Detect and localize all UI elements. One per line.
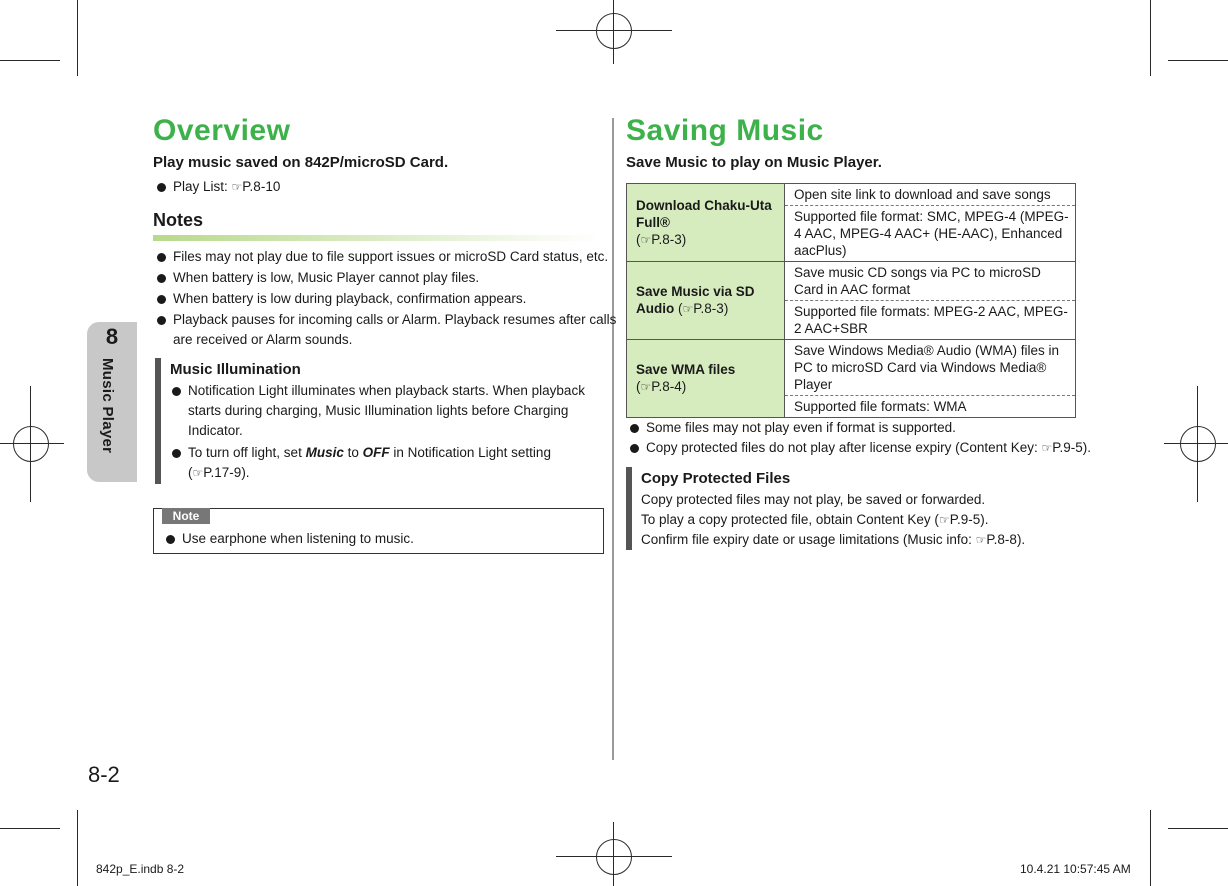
notes-item: When battery is low, Music Player cannot play files. <box>155 268 618 288</box>
illumination-item: To turn off light, set Music to OFF in Notification Light setting (☞P.17-9). <box>170 443 598 483</box>
registration-mark <box>596 13 632 49</box>
chapter-label: Music Player <box>99 358 116 454</box>
copy-protected-bar <box>626 467 632 550</box>
pointing-hand-icon: ☞ <box>682 302 694 316</box>
illumination-title: Music Illumination <box>170 361 301 378</box>
saving-subtitle: Save Music to play on Music Player. <box>626 154 882 171</box>
notes-rule <box>153 235 601 241</box>
chapter-tab <box>87 322 137 482</box>
table-row <box>627 184 1076 206</box>
registration-mark <box>596 839 632 875</box>
note-tag: Note <box>162 508 210 524</box>
table-cell: Save Windows Media® Audio (WMA) files in PC to microSD Card via Windows Media® Player <box>785 340 1076 396</box>
illumination-item: Notification Light illuminates when playback starts. When playback starts during charging, Music Illumination lights before Charging Indicator. <box>170 381 598 441</box>
illumination-ref[interactable]: P.17-9 <box>203 465 242 480</box>
copy-protected-title: Copy Protected Files <box>641 470 791 487</box>
notes-item: When battery is low during playback, confirmation appears. <box>155 289 618 309</box>
pointing-hand-icon: ☞ <box>975 533 987 547</box>
note-box <box>153 508 604 554</box>
table-cell: Supported file formats: WMA <box>785 396 1076 418</box>
table-row <box>627 340 1076 396</box>
note-item: Use earphone when listening to music. <box>164 529 602 549</box>
pointing-hand-icon: ☞ <box>231 180 243 194</box>
chapter-number: 8 <box>105 324 119 349</box>
footer-timestamp: 10.4.21 10:57:45 AM <box>1020 862 1131 876</box>
pointing-hand-icon: ☞ <box>938 513 950 527</box>
table-row <box>627 262 1076 301</box>
crop-mark <box>1150 810 1151 886</box>
row-ref[interactable]: P.8-3 <box>651 231 682 247</box>
column-divider <box>612 118 614 760</box>
notes-item: Playback pauses for incoming calls or Alarm. Playback resumes after calls are received or Alarm sounds. <box>155 310 618 350</box>
table-row-head: Save Music via SD Audio (☞P.8-3) <box>627 262 785 340</box>
pointing-hand-icon: ☞ <box>640 380 652 394</box>
saving-bullet: Some files may not play even if format is supported. <box>628 418 1116 438</box>
table-cell: Supported file format: SMC, MPEG-4 (MPEG-4 AAC, MPEG-4 AAC+ (HE-AAC), Enhanced aacPlus) <box>785 206 1076 262</box>
crop-mark <box>0 60 60 61</box>
illumination-bar <box>155 358 161 484</box>
crop-mark <box>77 810 78 886</box>
saving-bullet: Copy protected files do not play after license expiry (Content Key: ☞P.9-5). <box>628 438 1126 458</box>
notes-item: Files may not play due to file support issues or microSD Card status, etc. <box>155 247 618 267</box>
row-ref[interactable]: P.8-4 <box>651 379 682 394</box>
play-list-ref[interactable]: P.8-10 <box>242 179 281 194</box>
table-cell: Supported file formats: MPEG-2 AAC, MPEG-2 AAC+SBR <box>785 301 1076 340</box>
overview-subtitle: Play music saved on 842P/microSD Card. <box>153 154 449 171</box>
play-list-item: Play List: ☞P.8-10 <box>155 177 613 197</box>
registration-mark <box>1180 426 1216 462</box>
content-key-ref[interactable]: P.9-5 <box>1052 440 1083 455</box>
table-cell: Open site link to download and save songs <box>785 184 1076 206</box>
table-cell: Save music CD songs via PC to microSD Card in AAC format <box>785 262 1076 301</box>
crop-mark <box>1150 0 1151 76</box>
registration-mark <box>13 426 49 462</box>
table-row-head: Download Chaku-Uta Full® (☞P.8-3) <box>627 184 785 262</box>
content-key-ref[interactable]: P.9-5 <box>949 512 981 527</box>
pointing-hand-icon: ☞ <box>640 232 652 247</box>
overview-title: Overview <box>153 114 291 147</box>
saving-table <box>626 183 1076 418</box>
crop-mark <box>77 0 78 76</box>
crop-mark <box>1168 60 1228 61</box>
saving-title: Saving Music <box>626 114 824 147</box>
pointing-hand-icon: ☞ <box>1041 441 1053 455</box>
crop-mark <box>0 828 60 829</box>
copy-protected-text: Copy protected files may not play, be saved or forwarded. To play a copy protected file, obtain Content Key (☞P.9-5). Confirm file expiry date or usage limitations (Music info: ☞P.8-8). <box>641 492 1026 547</box>
notes-heading: Notes <box>153 210 204 230</box>
page-number: 8-2 <box>88 762 120 787</box>
footer-file: 842p_E.indb 8-2 <box>96 862 185 876</box>
pointing-hand-icon: ☞ <box>192 466 204 480</box>
music-info-ref[interactable]: P.8-8 <box>986 532 1017 547</box>
crop-mark <box>1168 828 1228 829</box>
row-ref[interactable]: P.8-3 <box>693 301 724 316</box>
table-row-head: Save WMA files (☞P.8-4) <box>627 340 785 418</box>
